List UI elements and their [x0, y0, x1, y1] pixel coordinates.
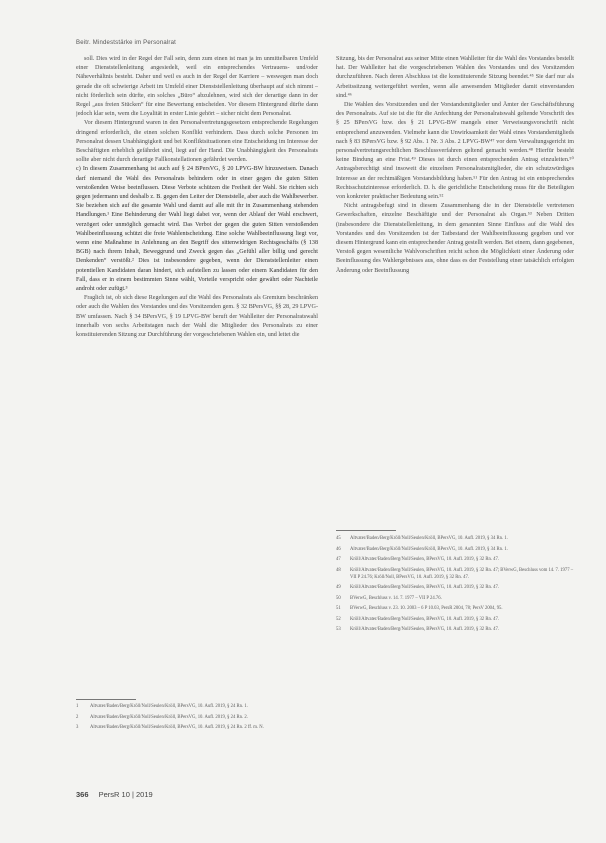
footnote-number: 49 — [336, 585, 341, 590]
footnote-number: 2 — [76, 714, 79, 720]
footnote-text: Altvater/Baden/Berg/Kröll/Noll/Seulen/Kröll, BPersVG, 10. Aufl. 2019, § 34 Rn. 1. — [350, 546, 508, 552]
running-head: Beitr. Mindeststärke im Personalrat — [76, 40, 177, 46]
footnote — [76, 714, 318, 721]
footnote — [336, 584, 574, 591]
footnote-text: BVerwG, Beschluss v. 23. 10. 2003 – 6 P 10.03, PersR 2004, 78; PersV 2004, 95. — [350, 606, 503, 611]
body-column-left — [76, 55, 318, 693]
paragraph: c) In diesem Zusammenhang ist auch auf § 24 BPersVG, § 20 LPVG-BW hinzuweisen. Danach darf niemand die Wahl des Personalrats behindern oder in einer gegen die guten Sitten verstoßenden Weise beeinflussen. Diese Verbote schützen die Freiheit der Wahl. Sie richten sich gegen jedermann und deshalb z. B. gegen den Leiter der Dienststelle, aber auch die Wahlbewerber. Sie beziehen sich auf die gesamte Wahl und damit auf alle mit ihr in Zusammenhang stehenden Handlungen.¹ Eine Behinderung der Wahl liegt dabei vor, wenn der Ablauf der Wahl erschwert, verzögert oder unmöglich gemacht wird. Das Verbot der gegen die guten Sitten verstoßenden Wahlbeeinflussung schützt die freie Wahlentscheidung. Eine solche Wahlbeeinflussung liegt vor, wenn eine Maßnahme in Anlehnung an den Begriff des sittenwidrigen Rechtsgeschäfts (§ 138 BGB) nach ihrem Inhalt, Beweggrund und Zweck gegen das „Gefühl aller billig und gerecht Denkenden“ verstößt.² Dies ist insbesondere gegeben, wenn der Dienststellenleiter einen potentiellen Kandidaten daran hindert, sich aufstellen zu lassen oder einem Kandidaten für den Fall, dass er in einem bestimmten Sinne wählt, Vorteile verspricht oder gewährt oder Nachteile androht oder zufügt.³ — [76, 166, 318, 293]
footnote-number: 51 — [336, 606, 341, 611]
footnotes-right — [336, 535, 574, 637]
footnote-text: Altvater/Baden/Berg/Kröll/Noll/Seulen/Kröll, BPersVG, 10. Aufl. 2019, § 34 Rn. 1. — [350, 536, 508, 541]
footnote-text: Kröll/Altvater/Baden/Berg/Noll/Seulen, BPersVG, 10. Aufl. 2019, § 32 Rn. 47. — [350, 616, 499, 622]
footnote-divider — [336, 530, 396, 531]
paragraph: soll. Dies wird in der Regel der Fall sein, denn zum einen ist man ja im unmittelbaren Umfeld einer Dienststellenleitung angesiedelt, weil ein entsprechendes Vertrauens- und/oder Näheverhältnis besteht. Daher und weil es auch in der Regel der Karriere – weswegen man doch gerade die oft schwierige Arbeit im Umfeld einer Dienststellenleitung überhaupt auf sich nimmt – nicht förderlich sein dürfte, ein solches „Büro“ abzulehnen, wird sich der derartige dann in der Regel „aus freien Stücken“ für eine Bewertung entscheiden. Vor diesem Hintergrund dürfte dann jedoch klar sein, wem die Loyalität in erster Linie gehört – sicher nicht dem Personalrat. — [76, 56, 318, 118]
footnote-number: 47 — [336, 557, 341, 562]
footnote-text: Kröll/Altvater/Baden/Berg/Noll/Seulen, BPersVG, 10. Aufl. 2019, § 32 Rn. 47. — [350, 585, 499, 590]
journal-issue: PersR 10 | 2019 — [98, 790, 153, 799]
footnote-number: 50 — [336, 595, 341, 601]
footnote-number: 48 — [336, 567, 341, 573]
footnote-text: BVerwG, Beschluss v. 14. 7. 1977 – VII P 24.76. — [350, 595, 442, 601]
footnote — [336, 567, 574, 581]
footnote — [336, 556, 574, 563]
footnote-text: Altvater/Baden/Berg/Kröll/Noll/Seulen/Kröll, BPersVG, 10. Aufl. 2019, § 24 Rn. 2. — [90, 714, 248, 720]
footnote-text: Altvater/Baden/Berg/Kröll/Noll/Seulen/Kröll, BPersVG, 10. Aufl. 2019, § 24 Rn. 1. — [90, 704, 248, 709]
paragraph: Sitzung, bis der Personalrat aus seiner Mitte einen Wahlleiter für die Wahl des Vorstandes bestellt hat. Der Wahlleiter hat die vorgeschriebenen Wahlen des Vorstandes und des Vorsitzenden durchzuführen. Nach deren Abschluss ist die konstituierende Sitzung beendet.⁴⁵ Sie darf nur als Arbeitssitzung weitergeführt werden, wenn alle anwesenden Mitglieder damit einverstanden sind.⁴⁶ — [336, 56, 574, 99]
footnote-text: Kröll/Altvater/Baden/Berg/Noll/Seulen, BPersVG, 10. Aufl. 2019, § 32 Rn. 47. — [350, 557, 499, 562]
footnote-number: 1 — [76, 704, 79, 709]
footnote-divider — [76, 699, 136, 700]
paragraph: Vor diesem Hintergrund waren in den Personalvertretungsgesetzen entsprechende Regelungen dringend erforderlich, die einen solchen Konflikt verhindern. Dass durch solche Personen im Personalrat dessen Unabhängigkeit und bei Konfliktsituationen eine Entscheidung im Interesse der Beschäftigten erheblich gefährdet sind, liegt auf der Hand. Die Unabhängigkeit des Personalrats sollte aber nicht durch derartige Fallkonstellationen gefährdet werden. — [76, 120, 318, 164]
footnote — [336, 616, 574, 623]
page-number: 366 — [76, 790, 89, 799]
footnote — [76, 724, 318, 731]
footnotes-left — [76, 703, 318, 735]
footnote-number: 52 — [336, 616, 341, 622]
footnote — [336, 595, 574, 602]
footnote-number: 45 — [336, 536, 341, 541]
footnote-number: 3 — [76, 725, 79, 730]
paragraph: Fraglich ist, ob sich diese Regelungen auf die Wahl des Personalrats als Gremium beschränken oder auch die Wahlen des Vorstandes und des Vorsitzenden gem. § 32 BPersVG, §§ 28, 29 LPVG-BW umfassen. Nach § 34 BPersVG, § 19 LPVG-BW beruft der Wahlleiter der Personalratswahl innerhalb von sechs Arbeitstagen nach der Wahl die Mitglieder des Personalrats zu einer konstituierenden Sitzung zur Durchführung der vorgeschriebenen Wahlen ein, und leitet die — [76, 295, 318, 339]
footnote — [336, 605, 574, 612]
paragraph: Die Wahlen des Vorsitzenden und der Vorstandsmitglieder und Ämter der Geschäftsführung des Personalrats. Auf sie ist die für die Anfechtung der Personalratswahl geltende Vorschrift des § 25 BPersVG bzw. des § 21 LPVG-BW mangels einer Verweisungsvorschrift nicht entsprechend anzuwenden. Vielmehr kann die Unwirksamkeit der Wahl eines Vorstandsmitglieds nach § 83 BPersVG bzw. § 92 Abs. 1 Nr. 3 Abs. 2 LPVG-BW⁴⁷ vor dem Verwaltungsgericht im personalvertretungsrechtlichen Beschlussverfahren geltend gemacht werden.⁴⁸ Hierfür besteht keine Bindung an eine Frist.⁴⁹ Dieses ist durch einen entsprechenden Antrag einzuleiten.⁵⁰ Antragsberechtigt sind insoweit die einzelnen Personalratsmitglieder, die ein schutzwürdiges Interesse an der rechtmäßigen Vorstandsbildung haben.⁵¹ Für den Antrag ist ein entsprechendes Rechtsschutzinteresse erforderlich. D. h. die gerichtliche Entscheidung muss für die Beteiligten von konkreter praktischer Bedeutung sein.⁵² — [336, 102, 574, 201]
footnote-text: Kröll/Altvater/Baden/Berg/Noll/Seulen, BPersVG, 10. Aufl. 2019, § 32 Rn. 47; BVerwG, Beschluss vom 14. 7. 1977 – VII P 24.76; Kröll/Noll, BPersVG, 10. Aufl. 2019, § 32 Rn. 47. — [350, 567, 574, 580]
page-footer — [76, 790, 153, 799]
footnote-text: Altvater/Baden/Berg/Kröll/Noll/Seulen/Kröll, BPersVG, 10. Aufl. 2019, § 24 Rn. 2 ff. m. N. — [90, 725, 264, 730]
footnote — [76, 703, 318, 710]
footnote-number: 53 — [336, 627, 341, 632]
footnote-number: 46 — [336, 546, 341, 552]
paragraph: Nicht antragsbefugt sind in diesem Zusammenhang die in der Dienststelle vertretenen Gewerkschaften, einzelne Beschäftigte und der Personalrat als Organ.⁵³ Neben Dritten (insbesondere die Dienststellenleitung, in dem genannten Sinne Einfluss auf die Wahl des Vorstandes und des Vorsitzenden ist der Tatbestand der Wahlbeeinflussung gegeben und vor diesem Hintergrund kann ein entsprechender Antrag gestellt werden. Bei einem, dann gegebenen, Verstoß gegen wesentliche Wahlvorschriften reicht schon die Möglichkeit einer Änderung oder Beeinflussung des Wahlergebnisses aus, ohne dass es der Feststellung einer tatsächlich erfolgten Änderung oder Beeinflussung — [336, 203, 574, 274]
footnote — [336, 546, 574, 553]
footnote-text: Kröll/Altvater/Baden/Berg/Noll/Seulen, BPersVG, 10. Aufl. 2019, § 32 Rn. 47. — [350, 627, 499, 632]
body-column-right — [336, 55, 574, 525]
footnote — [336, 626, 574, 633]
footnote — [336, 535, 574, 542]
